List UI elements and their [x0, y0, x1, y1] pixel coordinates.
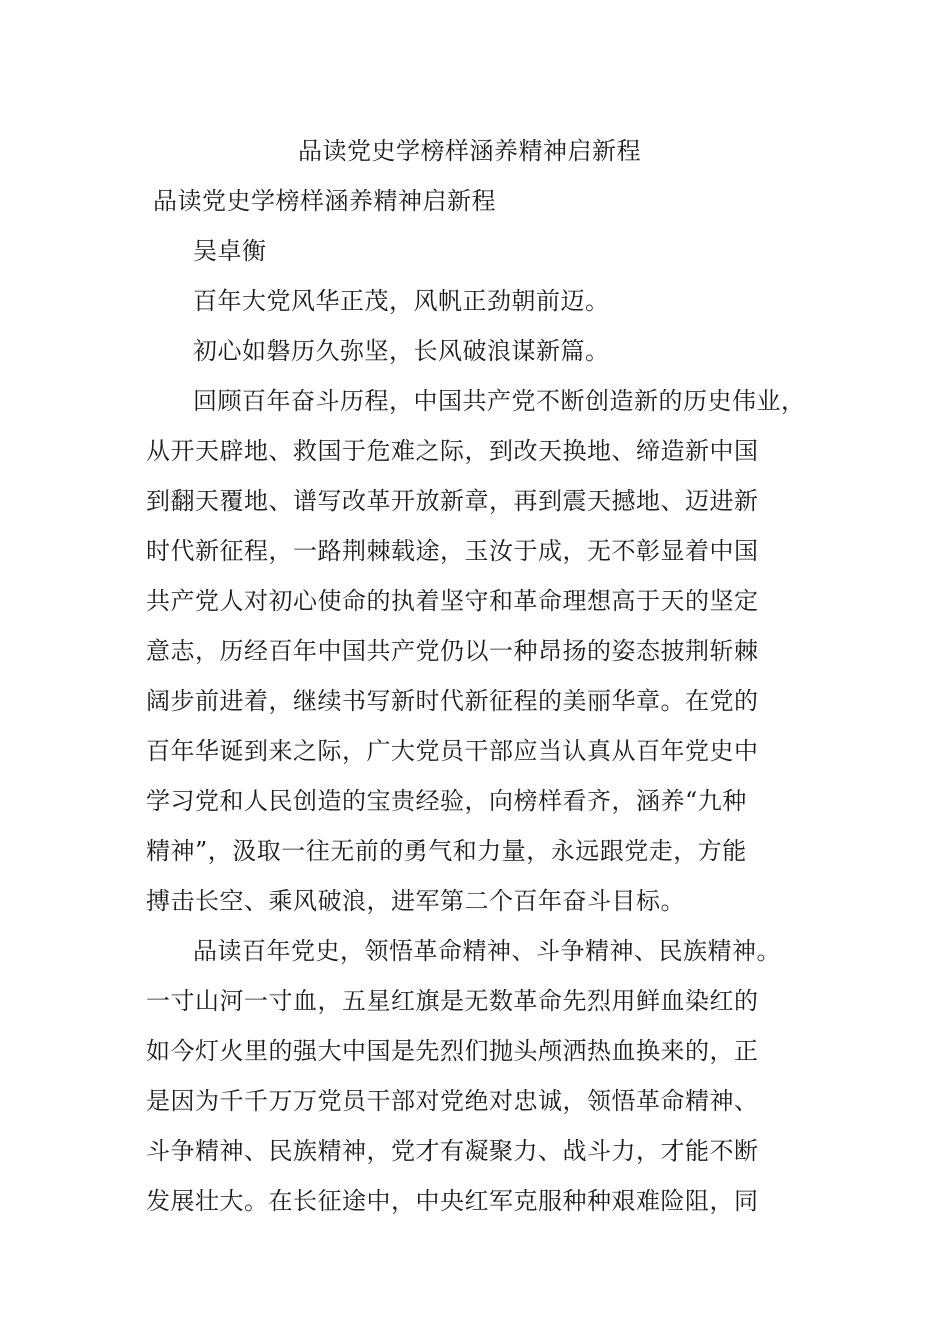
text-line: 共产党人对初心使命的执着坚守和革命理想高于天的坚定 [146, 587, 759, 615]
text-line: 搏击长空、乘风破浪，进军第二个百年奋斗目标。 [146, 887, 685, 915]
text-line: 意志，历经百年中国共产党仍以一种昂扬的姿态披荆斩棘 [146, 637, 759, 665]
text-line: 时代新征程，一路荆棘载途，玉汝于成，无不彰显着中国 [146, 537, 759, 565]
text-line: 精神”，汲取一往无前的勇气和力量，永远跟党走，方能 [146, 837, 747, 865]
text-line: 发展壮大。在长征途中，中央红军克服种种艰难险阻，同 [146, 1187, 759, 1215]
text-line: 回顾百年奋斗历程，中国共产党不断创造新的历史伟业， [193, 387, 806, 415]
document-subtitle: 品读党史学榜样涵养精神启新程 [153, 187, 496, 215]
text-line: 一寸山河一寸血，五星红旗是无数革命先烈用鲜血染红的 [146, 987, 759, 1015]
text-line: 从开天辟地、救国于危难之际，到改天换地、缔造新中国 [146, 437, 759, 465]
text-line: 百年大党风华正茂，风帆正劲朝前迈。 [193, 287, 610, 315]
document-author: 吴卓衡 [193, 237, 267, 265]
text-line: 学习党和人民创造的宝贵经验，向榜样看齐，涵养“九种 [146, 787, 747, 815]
text-line: 斗争精神、民族精神，党才有凝聚力、战斗力，才能不断 [146, 1137, 759, 1165]
text-line: 阔步前进着，继续书写新时代新征程的美丽华章。在党的 [146, 687, 759, 715]
text-line: 到翻天覆地、谱写改革开放新章，再到震天撼地、迈进新 [146, 487, 759, 515]
text-line: 是因为千千万万党员干部对党绝对忠诚，领悟革命精神、 [146, 1087, 759, 1115]
text-line: 如今灯火里的强大中国是先烈们抛头颅洒热血换来的，正 [146, 1037, 759, 1065]
document-title: 品读党史学榜样涵养精神启新程 [298, 137, 641, 165]
text-line: 百年华诞到来之际，广大党员干部应当认真从百年党史中 [146, 737, 759, 765]
text-line: 品读百年党史，领悟革命精神、斗争精神、民族精神。 [193, 937, 781, 965]
text-line: 初心如磐历久弥坚，长风破浪谋新篇。 [193, 337, 610, 365]
